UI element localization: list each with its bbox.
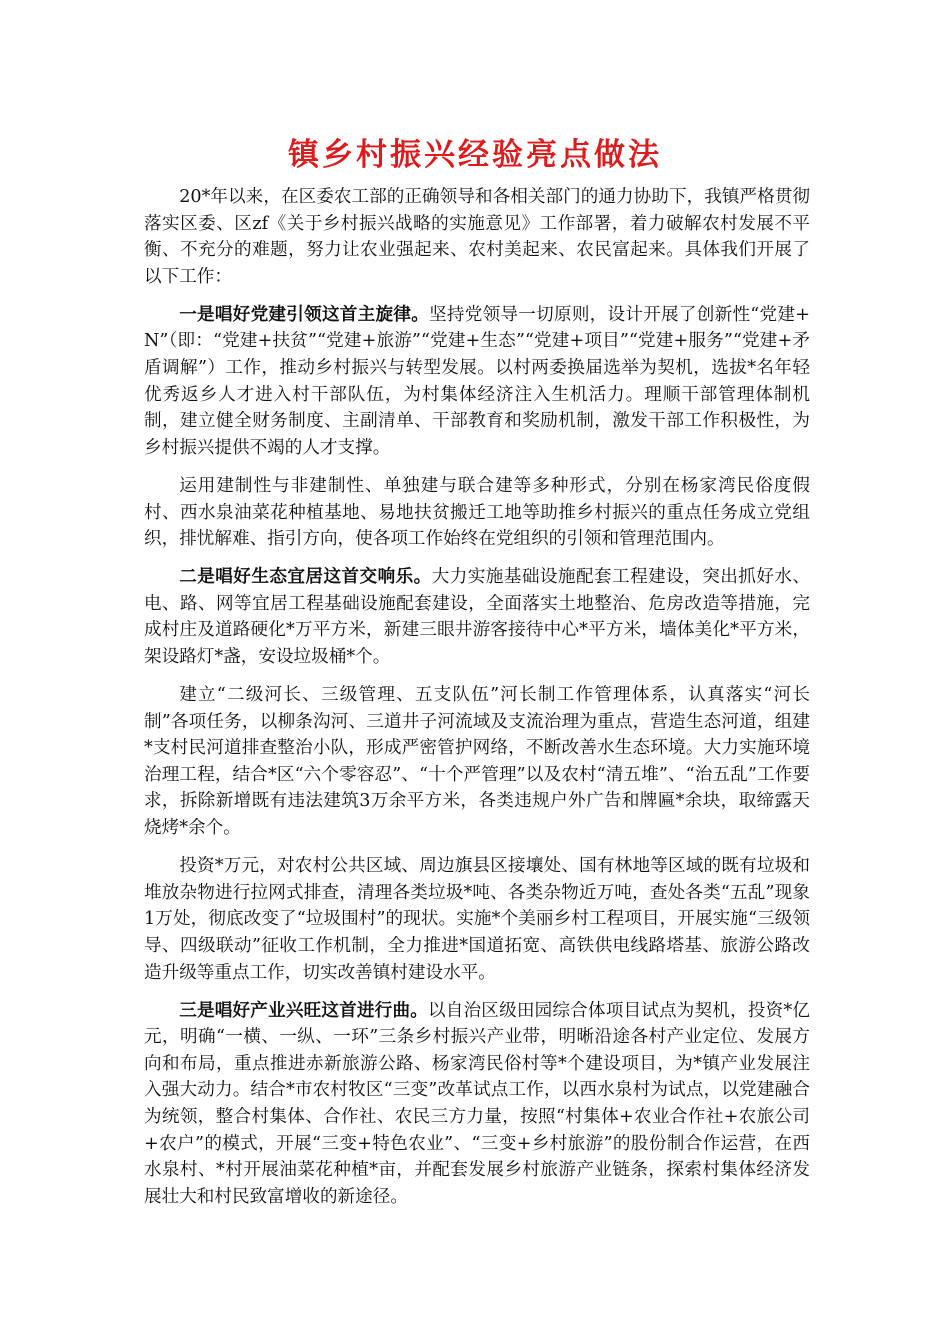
paragraph-text: 建立“二级河长、三级管理、五支队伍”河长制工作管理体系，认真落实“河长制”各项任务，以柳条沟河、三道井子河流域及支流治理为重点，营造生态河道，组建*支村民河道排查整治小队，形成严密管护网络，不断改善水生态环境。大力实施环境治理工程，结合*区“六个零容忍”、“十个严管理”以及农村“清五堆”、“治五乱”工作要求，拆除新增既有违法建筑3万余平方米，各类违规户外广告和牌匾*余块，取缔露天烧烤*余个。 — [144, 685, 810, 839]
paragraph-text: 以自治区级田园综合体项目试点为契机，投资*亿元，明确“一横、一纵、一环”三条乡村振兴产业带，明晰沿途各村产业定位、发展方向和布局，重点推进赤新旅游公路、杨家湾民俗村等*个建设项目，为*镇产业发展注入强大动力。结合*市农村牧区“三变”改革试点工作，以西水泉村为试点，以党建融合为统领，整合村集体、合作社、农民三方力量，按照“村集体+农业合作社+农旅公司+农户”的模式，开展“三变+特色农业”、“三变+乡村旅游”的股份制合作运营，在西水泉村、*村开展油菜花种植*亩，并配套发展乡村旅游产业链条，探索村集体经济发展壮大和村民致富增收的新途径。 — [144, 1000, 810, 1207]
paragraph-text: 投资*万元，对农村公共区域、周边旗县区接壤处、国有林地等区域的既有垃圾和堆放杂物进行拉网式排查，清理各类垃圾*吨、各类杂物近万吨，查处各类“五乱”现象1万处，彻底改变了“垃圾围村”的现状。实施*个美丽乡村工程项目，开展实施“三级领导、四级联动”征收工作机制，全力推进*国道拓宽、高铁供电线路塔基、旅游公路改造升级等重点工作，切实改善镇村建设水平。 — [144, 856, 810, 983]
paragraph-text: 运用建制性与非建制性、单独建与联合建等多种形式，分别在杨家湾民俗度假村、西水泉油菜花种植基地、易地扶贫搬迁工地等助推乡村振兴的重点任务成立党组织，排忧解难、指引方向，使各项工作始终在党组织的引领和管理范围内。 — [144, 475, 810, 550]
paragraph-ecology — [144, 564, 810, 670]
document-body — [144, 184, 810, 1210]
paragraph-industry — [144, 998, 810, 1211]
paragraph-river-chief — [144, 682, 810, 842]
paragraph-text: 大力实施基础设施配套工程建设，突出抓好水、电、路、网等宜居工程基础设施配套建设，全面落实土地整治、危房改造等措施，完成村庄及道路硬化*万平方米，新建三眼井游客接待中心*平方米，墙体美化*平方米，架设路灯*盏，安设垃圾桶*个。 — [144, 567, 810, 667]
paragraph-text: 20*年以来，在区委农工部的正确领导和各相关部门的通力协助下，我镇严格贯彻落实区委、区zf《关于乡村振兴战略的实施意见》工作部署，着力破解农村发展不平衡、不充分的难题，努力让农业强起来、农村美起来、农民富起来。具体我们开展了以下工作： — [144, 187, 810, 287]
paragraph-text: 坚持党领导一切原则，设计开展了创新性“党建+N”（即：“党建+扶贫”“党建+旅游”“党建+生态”“党建+项目”“党建+服务”“党建+矛盾调解”）工作，推动乡村振兴与转型发展。以村两委换届选举为契机，选拔*名年轻优秀返乡人才进入村干部队伍，为村集体经济注入生机活力。理顺干部管理体制机制，建立健全财务制度、主副清单、干部教育和奖励机制，激发干部工作积极性，为乡村振兴提供不竭的人才支撑。 — [144, 304, 810, 458]
document-title: 镇乡村振兴经验亮点做法 — [288, 137, 662, 173]
paragraph-heading: 一是唱好党建引领这首主旋律。 — [179, 303, 430, 325]
paragraph-heading: 二是唱好生态宜居这首交响乐。 — [179, 566, 432, 588]
paragraph-party-organization — [144, 473, 810, 553]
paragraph-heading: 三是唱好产业兴旺这首进行曲。 — [179, 999, 428, 1021]
paragraph-party-building — [144, 302, 810, 462]
paragraph-investment — [144, 853, 810, 986]
paragraph-intro — [144, 184, 810, 290]
